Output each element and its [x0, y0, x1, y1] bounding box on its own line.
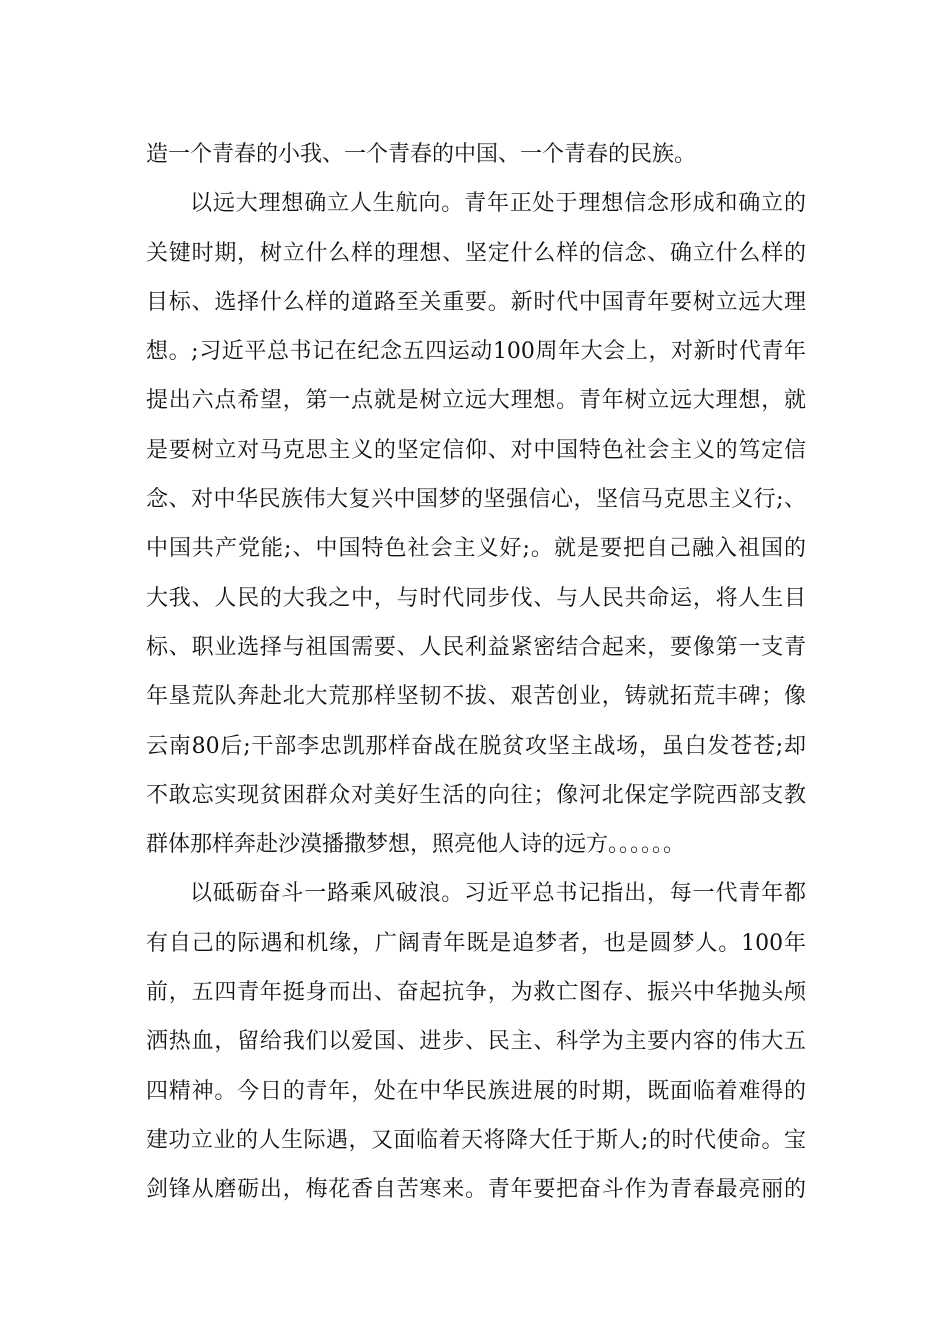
- text-line: 关键时期，树立什么样的理想、坚定什么样的信念、确立什么样的: [146, 240, 806, 266]
- text-line: 云南80后;干部李忠凯那样奋战在脱贫攻坚主战场，虽白发苍苍;却: [146, 733, 806, 759]
- text-line: 想。;习近平总书记在纪念五四运动100周年大会上，对新时代青年: [146, 339, 806, 365]
- paragraph-first-line: 以远大理想确立人生航向。青年正处于理想信念形成和确立的: [190, 191, 806, 217]
- text-line: 念、对中华民族伟大复兴中国梦的坚强信心，坚信马克思主义行;、: [146, 487, 806, 513]
- text-line: 四精神。今日的青年，处在中华民族进展的时期，既面临着难得的: [146, 1078, 806, 1104]
- text-line: 年垦荒队奔赴北大荒那样坚韧不拔、艰苦创业，铸就拓荒丰碑；像: [146, 684, 806, 710]
- text-line: 造一个青春的小我、一个青春的中国、一个青春的民族。: [146, 142, 697, 167]
- text-line: 不敢忘实现贫困群众对美好生活的向往；像河北保定学院西部支教: [146, 782, 806, 808]
- text-line: 有自己的际遇和机缘，广阔青年既是追梦者，也是圆梦人。100年: [146, 930, 806, 956]
- text-line: 中国共产党能;、中国特色社会主义好;。就是要把自己融入祖国的: [146, 536, 806, 562]
- text-line: 群体那样奔赴沙漠播撒梦想，照亮他人诗的远方。。。。。。: [146, 832, 686, 858]
- text-line: 目标、选择什么样的道路至关重要。新时代中国青年要树立远大理: [146, 289, 806, 315]
- paragraph-first-line: 以砥砺奋斗一路乘风破浪。习近平总书记指出，每一代青年都: [190, 881, 806, 907]
- text-line: 剑锋从磨砺出，梅花香自苦寒来。青年要把奋斗作为青春最亮丽的: [146, 1177, 806, 1203]
- text-line: 建功立业的人生际遇，又面临着天将降大任于斯人;的时代使命。宝: [146, 1127, 806, 1153]
- body-text: [146, 130, 806, 1215]
- text-line: 大我、人民的大我之中，与时代同步伐、与人民共命运，将人生目: [146, 585, 806, 611]
- text-line: 标、职业选择与祖国需要、人民利益紧密结合起来，要像第一支青: [146, 634, 806, 660]
- text-line: 洒热血，留给我们以爱国、进步、民主、科学为主要内容的伟大五: [146, 1029, 806, 1055]
- text-line: 前，五四青年挺身而出、奋起抗争，为救亡图存、振兴中华抛头颅: [146, 980, 806, 1006]
- text-line: 提出六点希望，第一点就是树立远大理想。青年树立远大理想，就: [146, 388, 806, 414]
- text-line: 是要树立对马克思主义的坚定信仰、对中国特色社会主义的笃定信: [146, 437, 806, 463]
